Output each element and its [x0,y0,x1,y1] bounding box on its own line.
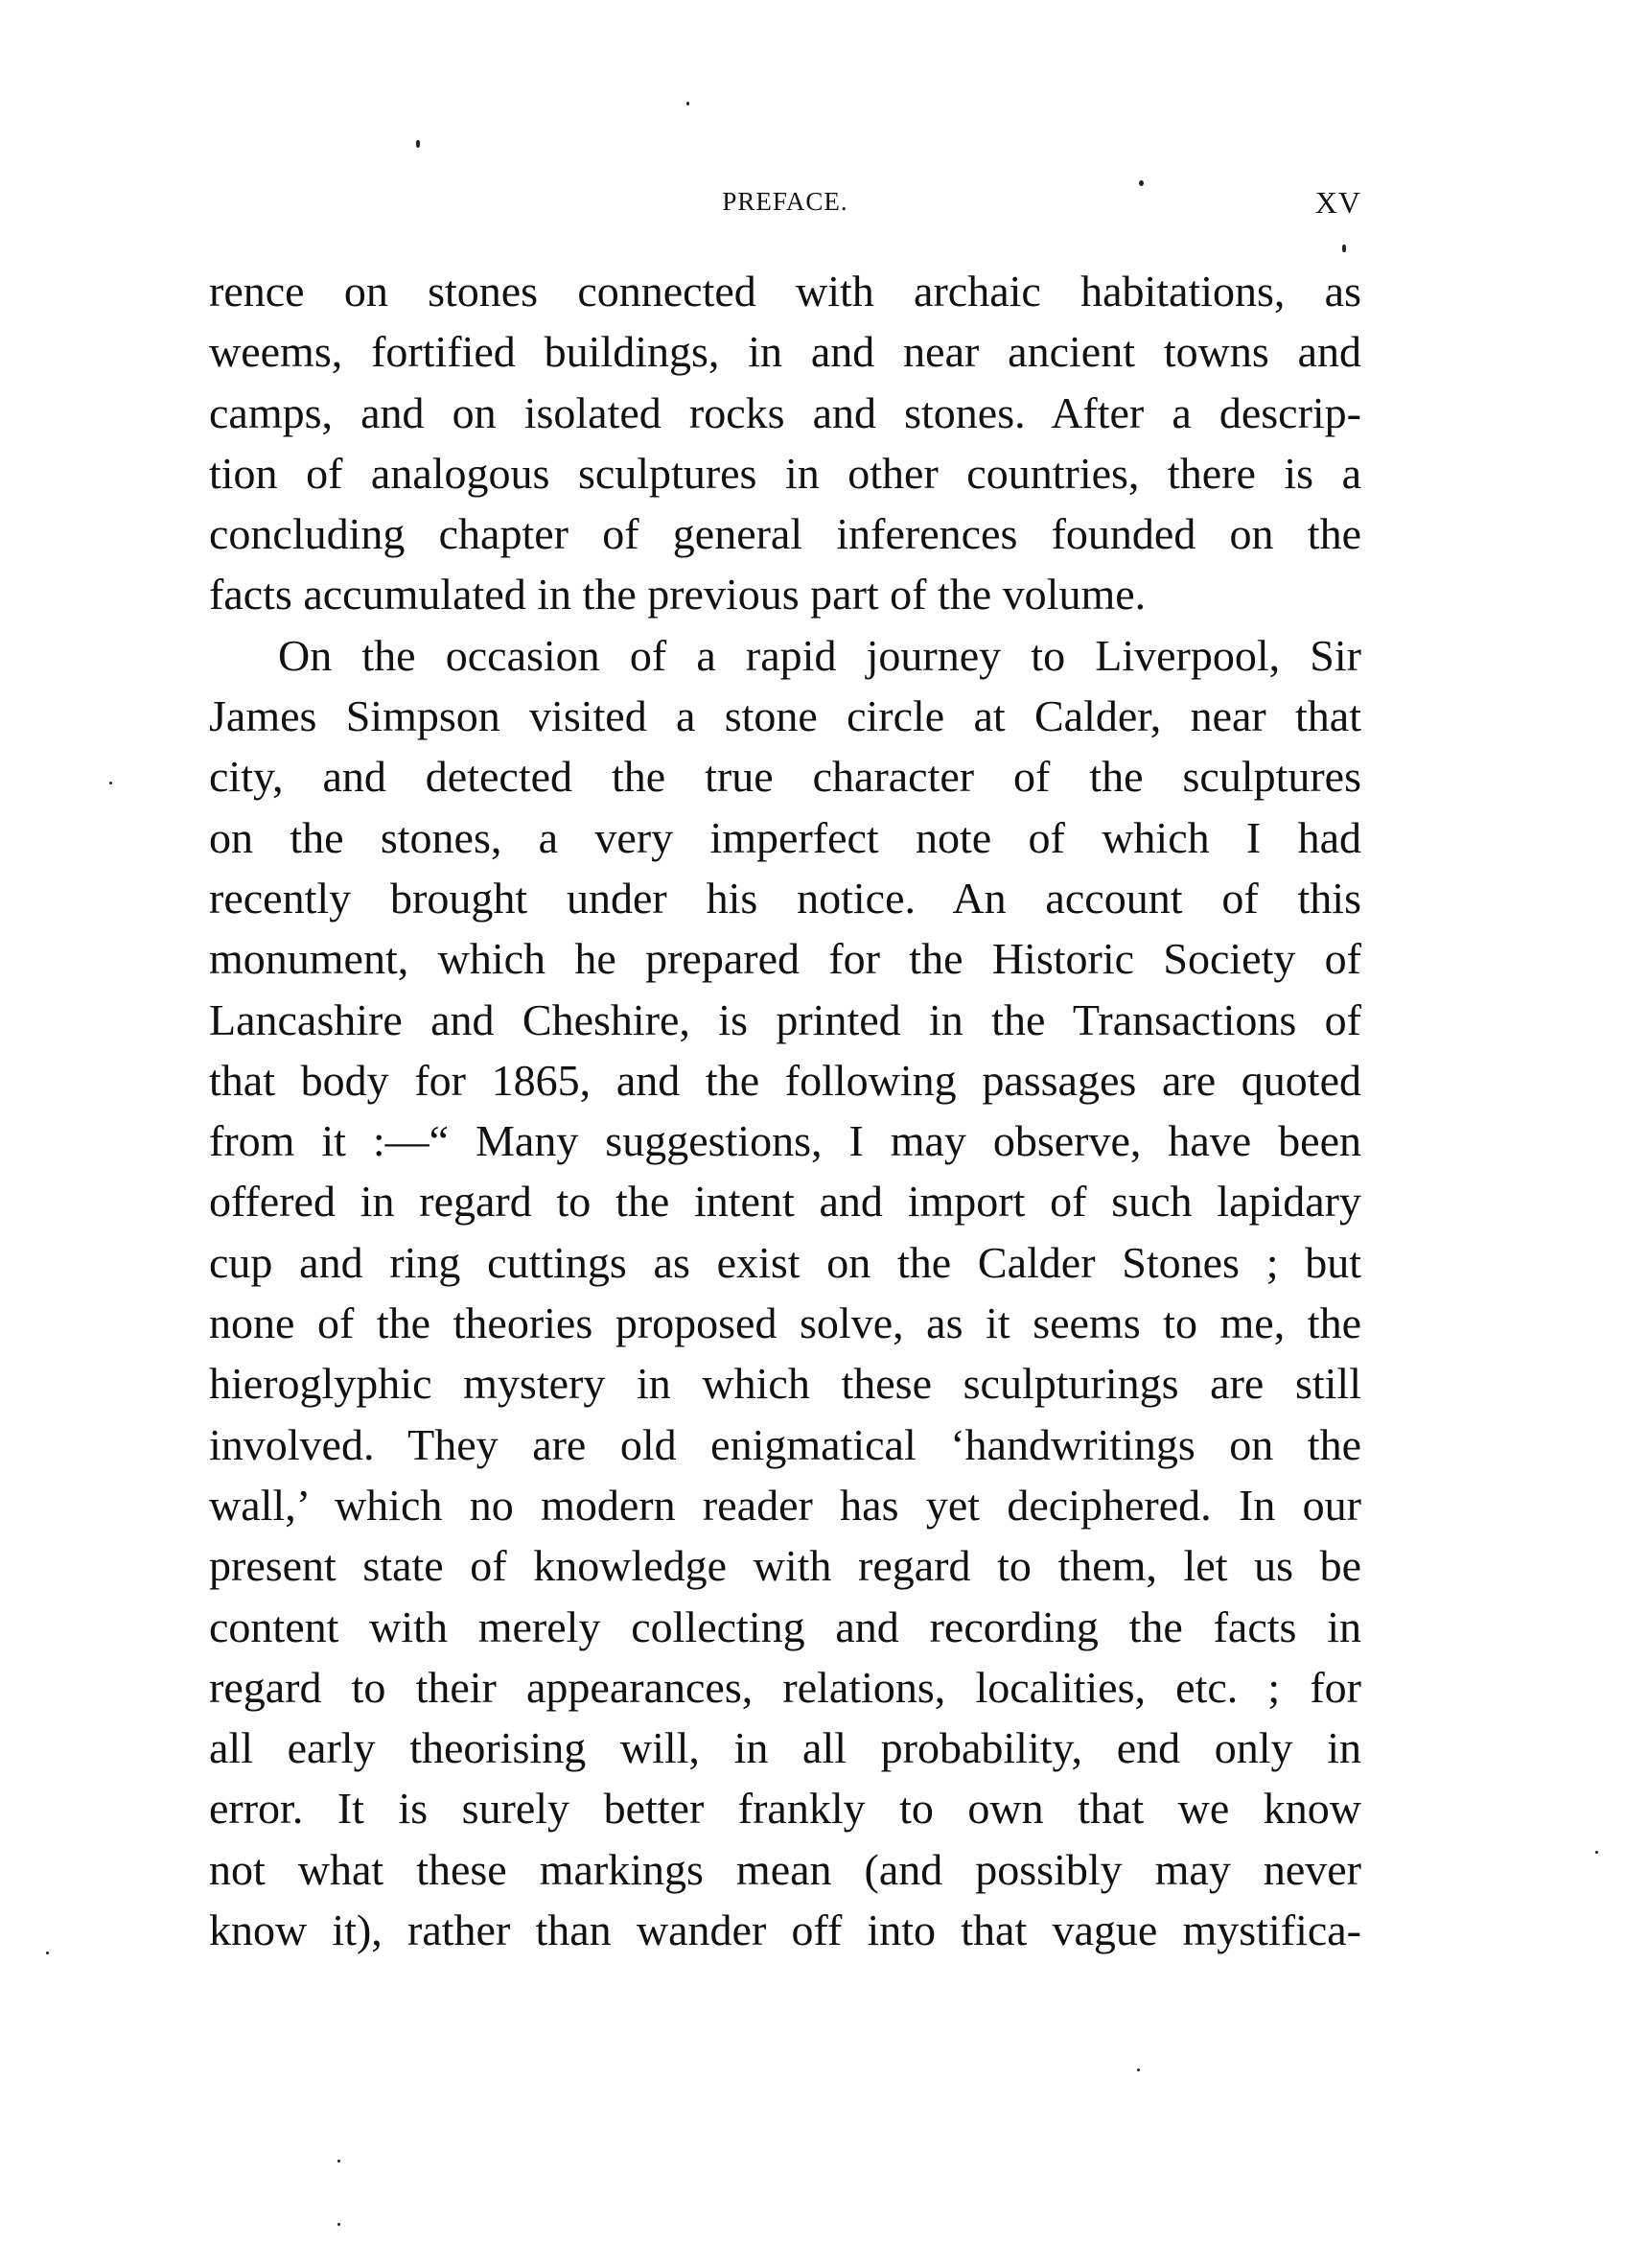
scan-speck [1595,1851,1598,1854]
text-line: involved. They are old enigmatical ‘handwritings on the [209,1419,1361,1469]
text-line: concluding chapter of general inferences founded on the [209,509,1361,559]
page-number: XV [1314,185,1361,220]
scan-speck [1137,2069,1140,2071]
text-line: camps, and on isolated rocks and stones. After a descrip- [209,387,1361,437]
text-line: facts accumulated in the previous part of the volume. [209,570,1147,620]
text-line: that body for 1865, and the following passages are quoted [209,1055,1361,1105]
text-line: not what these markings mean (and possibly may never [209,1844,1361,1894]
running-title: PREFACE. [722,187,848,216]
text-line: rence on stones connected with archaic habitations, as [209,267,1361,316]
text-line: on the stones, a very imperfect note of which I had [209,812,1361,862]
scan-speck [46,1952,49,1954]
text-line: On the occasion of a rapid journey to Liverpool, Sir [278,630,1361,680]
text-line: cup and ring cuttings as exist on the Calder Stones ; but [209,1237,1361,1287]
text-line: tion of analogous sculptures in other countries, there is a [209,448,1361,498]
scan-speck [416,140,420,148]
scan-speck [337,2160,340,2163]
text-line: error. It is surely better frankly to own that we know [209,1784,1361,1834]
text-line: Lancashire and Cheshire, is printed in the Transactions of [209,994,1361,1044]
body-text [209,261,1361,1960]
scan-speck [109,782,112,784]
text-line: all early theorising will, in all probability, end only in [209,1723,1361,1773]
running-head [209,187,1361,225]
text-line: James Simpson visited a stone circle at Calder, near that [209,691,1361,741]
text-line: regard to their appearances, relations, localities, etc. ; for [209,1662,1361,1712]
text-line: offered in regard to the intent and import of such lapidary [209,1177,1361,1227]
text-line: recently brought under his notice. An account of this [209,873,1361,923]
text-line: know it), rather than wander off into that vague mystifica- [209,1906,1361,1955]
paragraph [209,625,1361,1961]
scan-speck [1342,245,1346,252]
text-line: weems, fortified buildings, in and near ancient towns and [209,327,1361,377]
text-line: content with merely collecting and recording the facts in [209,1602,1361,1651]
text-line: hieroglyphic mystery in which these sculpturings are still [209,1359,1361,1409]
scan-speck [686,102,689,105]
text-line: present state of knowledge with regard to them, let us be [209,1541,1361,1591]
text-line: from it :—“ Many suggestions, I may observe, have been [209,1116,1361,1166]
paragraph [209,261,1361,625]
text-line: city, and detected the true character of the sculptures [209,752,1361,802]
text-line: wall,’ which no modern reader has yet deciphered. In our [209,1480,1361,1530]
scan-speck [337,2223,340,2226]
text-line: monument, which he prepared for the Historic Society of [209,934,1361,984]
scan-speck [1139,180,1144,186]
text-line: none of the theories proposed solve, as it seems to me, the [209,1298,1361,1348]
